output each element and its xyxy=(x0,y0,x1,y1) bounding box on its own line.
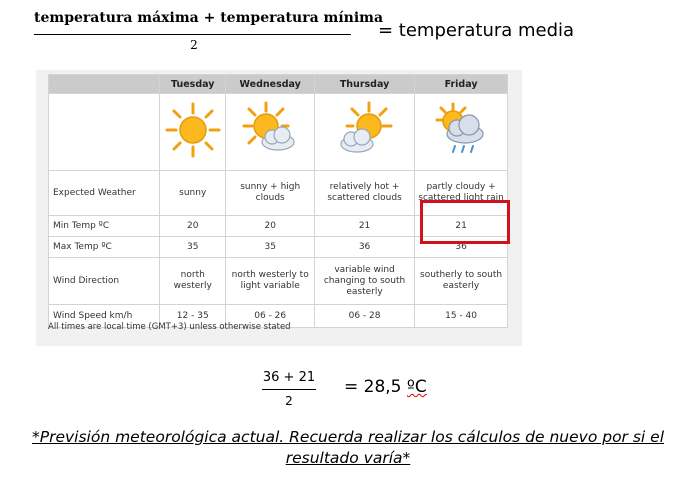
formula-numerator: 36 + 21 xyxy=(262,370,316,385)
table-cell: 15 - 40 xyxy=(415,305,508,328)
table-cell: southerly to south easterly xyxy=(415,258,508,305)
table-cell: 06 - 26 xyxy=(226,305,314,328)
result-value: = 28,5 xyxy=(344,377,407,397)
table-cell: partly cloudy + scattered light rain xyxy=(415,171,508,216)
table-cell: relatively hot + scattered clouds xyxy=(314,171,414,216)
fraction-bar xyxy=(262,389,316,390)
row-label: Min Temp ºC xyxy=(49,216,160,237)
table-cell: north westerly xyxy=(160,258,226,305)
formula-result: = temperatura media xyxy=(378,20,575,41)
formula-calculation xyxy=(262,370,316,408)
weather-icon-cell xyxy=(160,94,226,171)
table-cell: 06 - 28 xyxy=(314,305,414,328)
day-header: Wednesday xyxy=(226,75,314,94)
formula-average-temperature xyxy=(34,10,384,52)
result-unit: ºC xyxy=(406,377,427,397)
timezone-note: All times are local time (GMT+3) unless otherwise stated xyxy=(48,322,291,332)
header-empty xyxy=(49,75,160,94)
table-cell: 36 xyxy=(314,237,414,258)
formula-denominator: 2 xyxy=(285,394,293,408)
table-cell: 20 xyxy=(226,216,314,237)
table-cell: 35 xyxy=(226,237,314,258)
row-label: Max Temp ºC xyxy=(49,237,160,258)
row-label: Wind Direction xyxy=(49,258,160,305)
icon-row-label xyxy=(49,94,160,171)
table-cell: 20 xyxy=(160,216,226,237)
weather-icon-cell xyxy=(415,94,508,171)
fraction-bar xyxy=(34,34,351,35)
row-label: Expected Weather xyxy=(49,171,160,216)
weather-icon-cell xyxy=(226,94,314,171)
calculation-result xyxy=(344,377,427,397)
row-label: Wind Speed km/h xyxy=(49,305,160,328)
table-cell: 21 xyxy=(314,216,414,237)
friday-temperature-highlight xyxy=(420,200,510,244)
table-cell: sunny + high clouds xyxy=(226,171,314,216)
wind-direction-row xyxy=(49,258,508,305)
day-header: Friday xyxy=(415,75,508,94)
footnote: *Previsión meteorológica actual. Recuerda realizar los cálculos de nuevo por si el resultado varía* xyxy=(31,428,665,467)
table-cell: 36 xyxy=(415,237,508,258)
table-cell: north westerly to light variable xyxy=(226,258,314,305)
sun-icon xyxy=(163,100,223,160)
day-header: Tuesday xyxy=(160,75,226,94)
table-cell: 35 xyxy=(160,237,226,258)
sun-cloud-icon xyxy=(335,100,395,160)
table-cell: 12 - 35 xyxy=(160,305,226,328)
day-header-row xyxy=(49,75,508,94)
weather-icon-row xyxy=(49,94,508,171)
table-cell: 21 xyxy=(415,216,508,237)
formula-numerator: temperatura máxima + temperatura mínima xyxy=(34,10,384,26)
formula-denominator: 2 xyxy=(190,38,198,52)
table-cell: sunny xyxy=(160,171,226,216)
table-cell: variable wind changing to south easterly xyxy=(314,258,414,305)
sun-cloud-icon xyxy=(240,100,300,160)
day-header: Thursday xyxy=(314,75,414,94)
weather-icon-cell xyxy=(314,94,414,171)
cloud-rain-icon xyxy=(431,100,491,160)
